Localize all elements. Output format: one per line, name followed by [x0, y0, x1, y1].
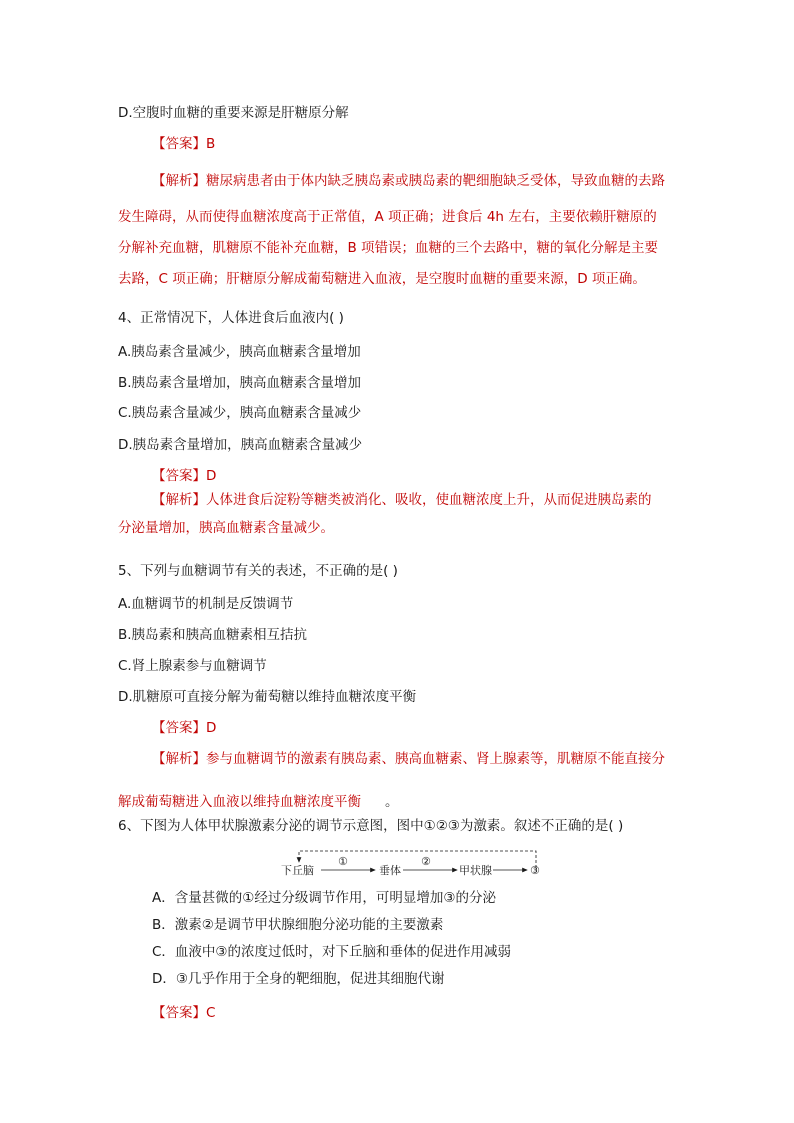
arrow-label-1: ①: [338, 855, 348, 868]
q6-option-c: C．血液中③的浓度过低时，对下丘脑和垂体的促进作用减弱: [152, 944, 512, 960]
q6-option-a: A．含量甚微的①经过分级调节作用，可明显增加③的分泌: [152, 890, 496, 906]
answer-tag: 【答案】: [152, 468, 206, 484]
q5-stem: 5、下列与血糖调节有关的表述，不正确的是( ): [118, 563, 398, 579]
q5-answer: [152, 719, 216, 737]
q3-analysis-line-2: 发生障碍，从而使得血糖浓度高于正常值，A 项正确；进食后 4h 左右，主要依赖肝糖原的: [118, 209, 657, 225]
trailing-period: 。: [385, 794, 399, 810]
q4-analysis-line-2: 分泌量增加，胰高血糖素含量减少。: [118, 520, 334, 536]
answer-value: D: [206, 720, 217, 736]
q4-option-c: C.胰岛素含量减少，胰高血糖素含量减少: [118, 405, 362, 421]
answer-value: B: [206, 136, 216, 152]
q4-analysis-line-1: [152, 491, 652, 509]
q4-answer: [152, 467, 216, 485]
q4-option-b: B.胰岛素含量增加，胰高血糖素含量增加: [118, 375, 362, 391]
analysis-tag: 【解析】: [152, 492, 206, 508]
analysis-text: 人体进食后淀粉等糖类被消化、吸收，使血糖浓度上升，从而促进胰岛素的: [206, 492, 652, 508]
analysis-text: 糖尿病患者由于体内缺乏胰岛素或胰岛素的靶细胞缺乏受体，导致血糖的去路: [206, 173, 665, 189]
answer-value: D: [206, 468, 217, 484]
q3-answer: [152, 135, 215, 153]
q4-stem: 4、正常情况下，人体进食后血液内( ): [118, 310, 344, 326]
node-hormone-3: ③: [530, 864, 540, 877]
analysis-text: 解成葡萄糖进入血液以维持血糖浓度平衡: [118, 794, 361, 810]
q6-option-b: B．激素②是调节甲状腺细胞分泌功能的主要激素: [152, 917, 444, 933]
q5-option-b: B.胰岛素和胰高血糖素相互拮抗: [118, 627, 308, 643]
analysis-text: 参与血糖调节的激素有胰岛素、胰高血糖素、肾上腺素等，肌糖原不能直接分: [206, 751, 665, 767]
arrow-label-2: ②: [421, 855, 431, 868]
thyroid-regulation-diagram: [281, 846, 551, 880]
q4-option-a: A.胰岛素含量减少，胰高血糖素含量增加: [118, 344, 361, 360]
analysis-tag: 【解析】: [152, 751, 206, 767]
q5-option-d: D.肌糖原可直接分解为葡萄糖以维持血糖浓度平衡: [118, 689, 417, 705]
answer-tag: 【答案】: [152, 1005, 206, 1021]
node-pituitary: 垂体: [379, 864, 401, 877]
q3-analysis-line-4: 去路，C 项正确；肝糖原分解成葡萄糖进入血液，是空腹时血糖的重要来源，D 项正确。: [118, 271, 646, 287]
node-thyroid: 甲状腺: [459, 864, 492, 877]
q3-option-d: D.空腹时血糖的重要来源是肝糖原分解: [118, 105, 349, 121]
q6-answer: [152, 1004, 215, 1022]
answer-tag: 【答案】: [152, 136, 206, 152]
q6-option-d: D．③几乎作用于全身的靶细胞，促进其细胞代谢: [152, 971, 445, 987]
analysis-tag: 【解析】: [152, 173, 206, 189]
node-hypothalamus: 下丘脑: [281, 864, 314, 877]
q6-stem: 6、下图为人体甲状腺激素分泌的调节示意图，图中①②③为激素。叙述不正确的是( ): [118, 818, 624, 834]
q5-analysis-line-2: [118, 793, 399, 811]
q3-analysis-line-1: [152, 172, 665, 190]
q5-option-c: C.肾上腺素参与血糖调节: [118, 658, 267, 674]
q4-option-d: D.胰岛素含量增加，胰高血糖素含量减少: [118, 437, 363, 453]
answer-value: C: [206, 1005, 216, 1021]
answer-tag: 【答案】: [152, 720, 206, 736]
q5-option-a: A.血糖调节的机制是反馈调节: [118, 596, 294, 612]
q3-analysis-line-3: 分解补充血糖，肌糖原不能补充血糖，B 项错误；血糖的三个去路中，糖的氧化分解是主要: [118, 240, 659, 256]
feedback-dashed-arrow: [299, 851, 536, 868]
q5-analysis-line-1: [152, 750, 665, 768]
